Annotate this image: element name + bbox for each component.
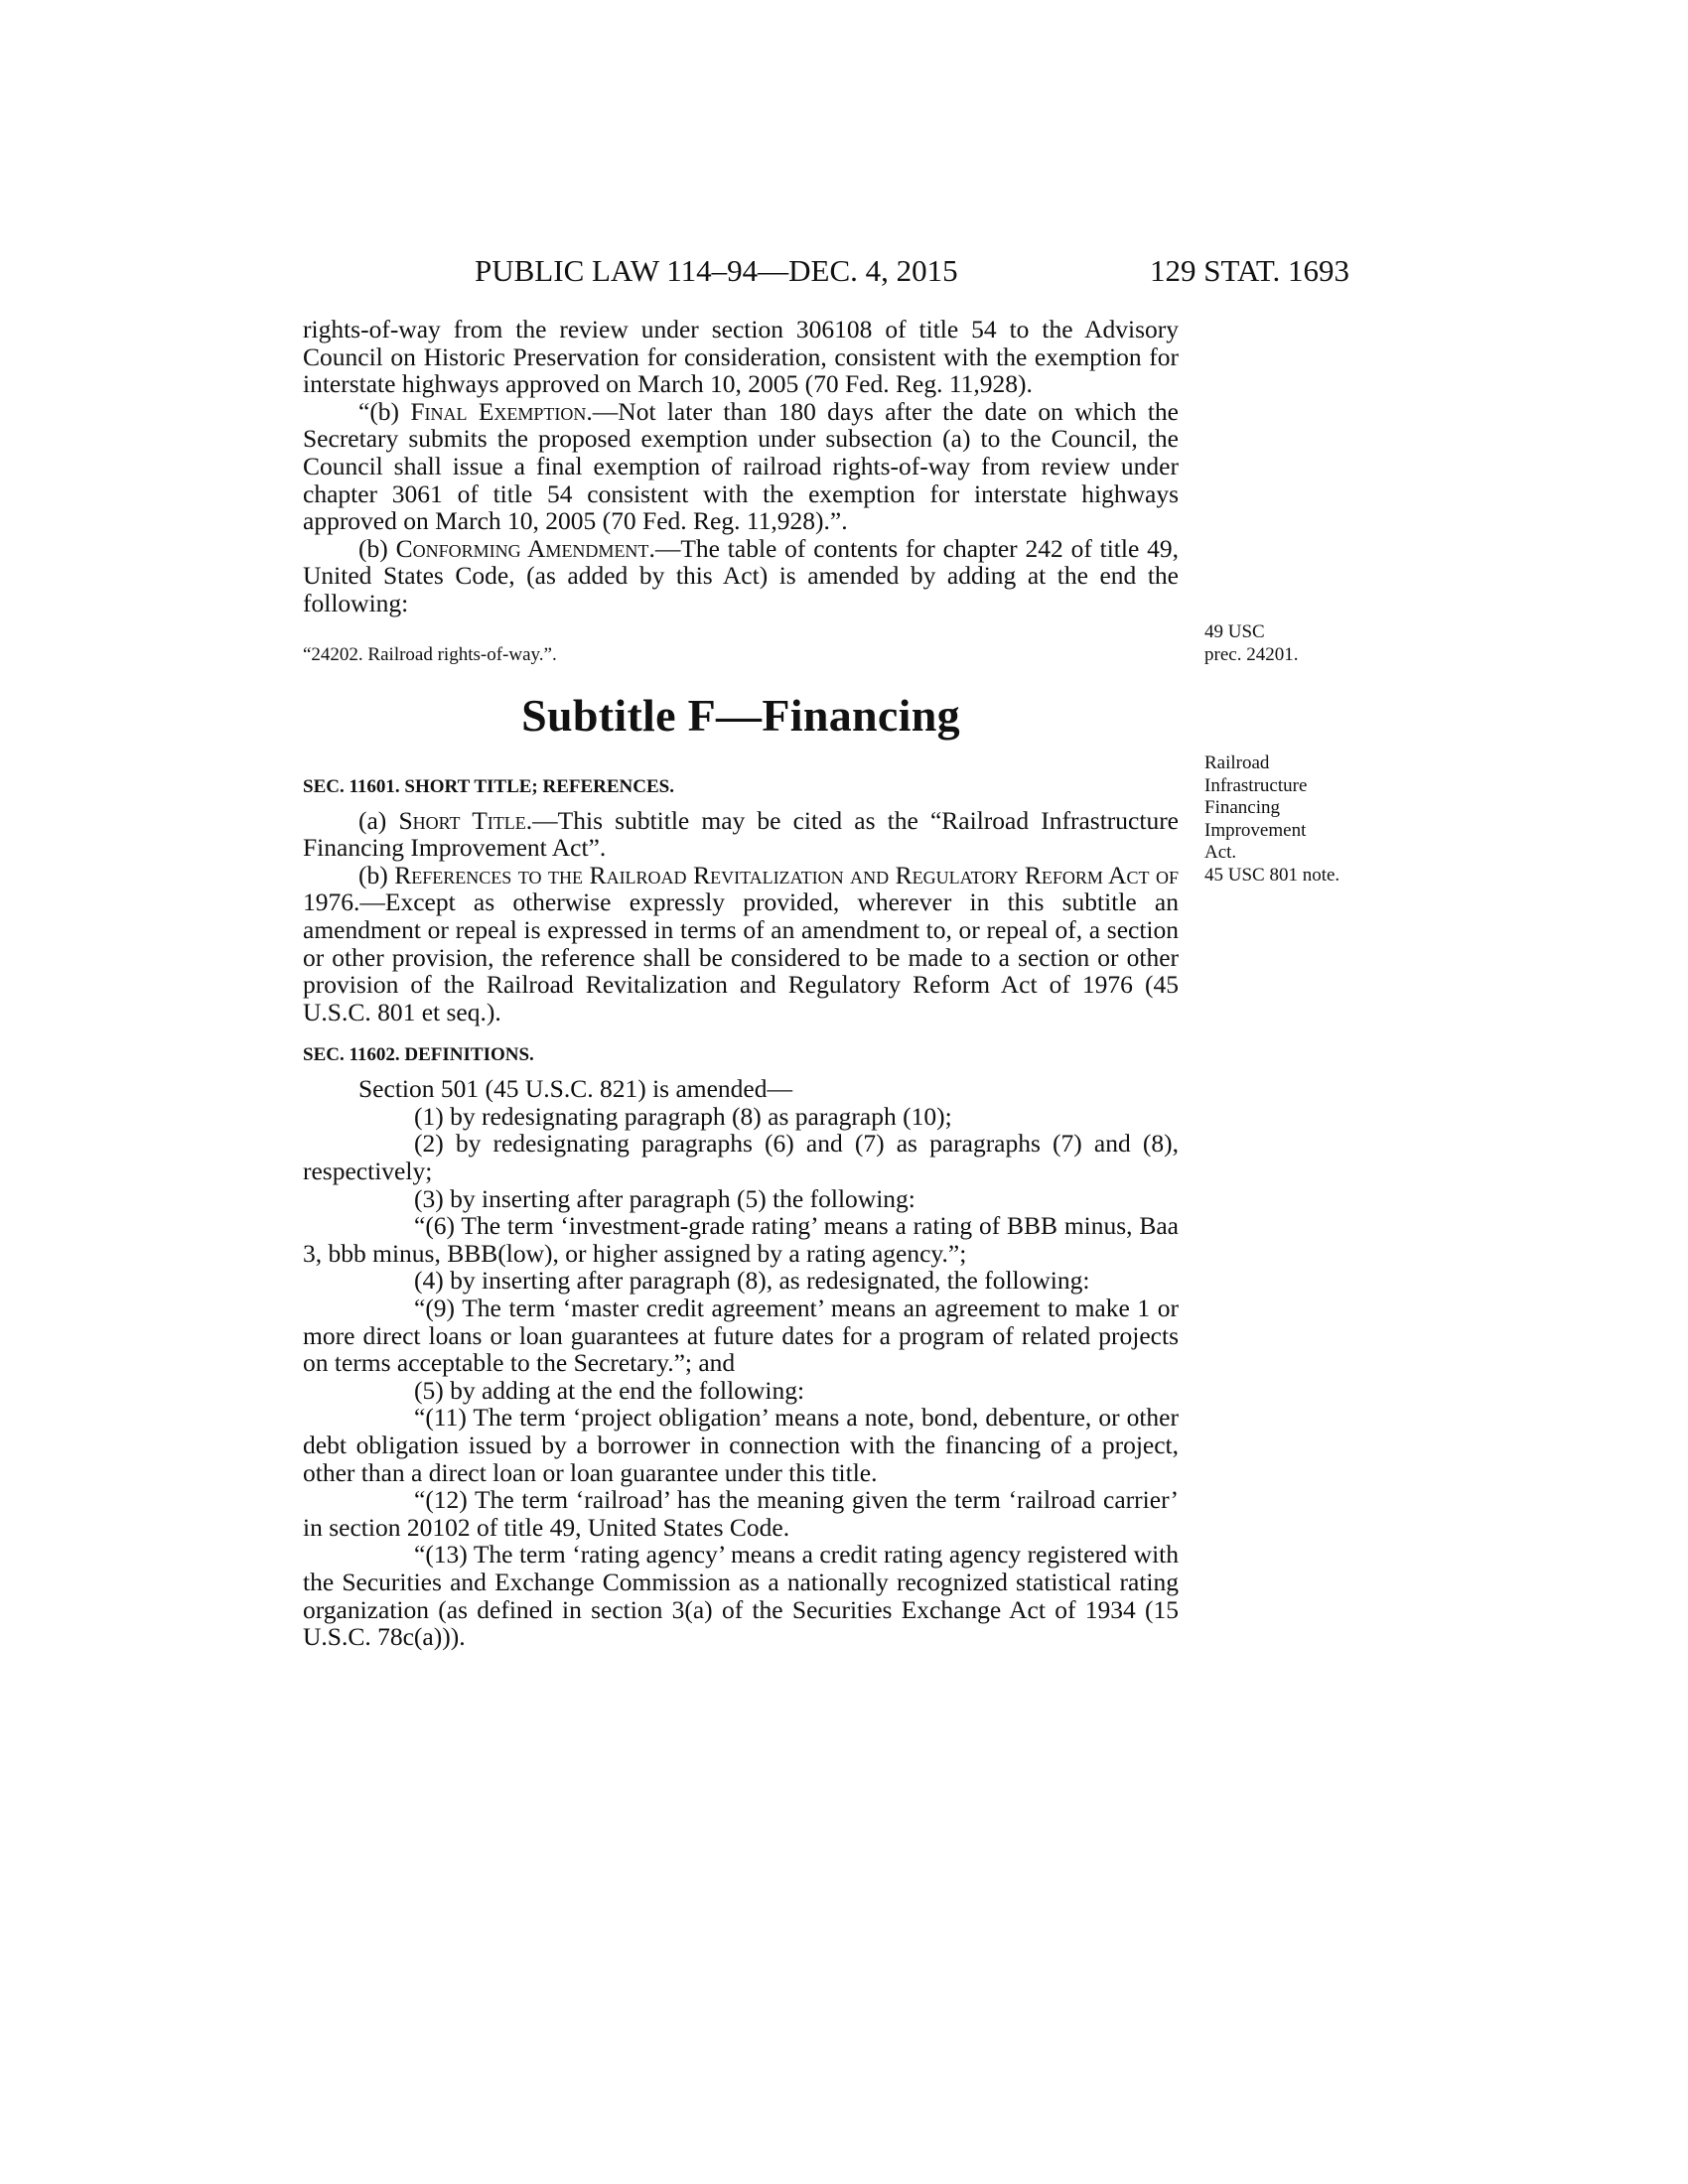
paragraph-references: (b) References to the Railroad Revitalization and Regulatory Reform Act of 1976.—Except as otherwise expressly provided, wherever in this subtitle an amendment or repeal is expressed in terms of an amendment to, or repeal of, a section or other provision, the reference shall be considered to be made to a section or other provision of the Railroad Revitalization and Regulatory Reform Act of 1976 (45 U.S.C. 801 et seq.). <box>303 860 1180 1026</box>
subsection-heading: References to the Railroad Revitalization and Regulatory Reform Act of 1976 <box>303 860 1180 917</box>
margin-note-line: prec. 24201. <box>1204 643 1299 665</box>
paragraph: (3) by inserting after paragraph (5) the following: <box>414 1183 915 1213</box>
section-heading-11601: SEC. 11601. SHORT TITLE; REFERENCES. <box>303 775 674 797</box>
page-citation: 129 STAT. 1693 <box>1150 253 1350 288</box>
paragraph: (5) by adding at the end the following: <box>414 1375 805 1405</box>
paragraph: Section 501 (45 U.S.C. 821) is amended— <box>358 1074 792 1104</box>
margin-note-49-usc <box>1204 621 1298 666</box>
paragraph: “(9) The term ‘master credit agreement’ means an agreement to make 1 or more direct loans or loan guarantees at future dates for a program of related projects on terms acceptable to the Secretary.”; and <box>303 1294 1179 1378</box>
running-header-title: PUBLIC LAW 114–94—DEC. 4, 2015 <box>475 253 958 288</box>
paragraph-short-title: (a) Short Title.—This subtitle may be cited as the “Railroad Infrastructure Financing Improvement Act”. <box>303 805 1180 863</box>
table-of-contents-entry: “24202. Railroad rights-of-way.”. <box>303 643 557 665</box>
margin-note-line: 49 USC <box>1204 621 1265 642</box>
subsection-heading: Final Exemption <box>410 396 587 426</box>
margin-note-line: Act. <box>1204 842 1237 863</box>
paragraph: “(11) The term ‘project obligation’ means a note, bond, debenture, or other debt obligation issued by a borrower in connection with the financing of a project, other than a direct loan or loan guarantee under this title. <box>303 1403 1179 1487</box>
paragraph: (1) by redesignating paragraph (8) as paragraph (10); <box>414 1101 952 1131</box>
subtitle-heading: Subtitle F—Financing <box>521 689 960 741</box>
margin-note-line: Financing <box>1204 797 1280 818</box>
paragraph: rights-of-way from the review under section 306108 of title 54 to the Advisory Council on Historic Preservation for consideration, consistent with the exemption for interstate highways approved on March 10, 2005 (70 Fed. Reg. 11,928). <box>303 315 1179 399</box>
margin-note-line: Improvement <box>1204 819 1307 841</box>
margin-note-line: 45 USC 801 note. <box>1204 864 1340 886</box>
paragraph-final-exemption: “(b) Final Exemption.—Not later than 180 days after the date on which the Secretary submits the proposed exemption under subsection (a) to the Council, the Council shall issue a final exemption of railroad rights-of-way from review under chapter 3061 of title 54 consistent with the exemption for interstate highways approved on March 10, 2005 (70 Fed. Reg. 11,928).”. <box>303 396 1179 536</box>
section-heading-11602: SEC. 11602. DEFINITIONS. <box>303 1044 534 1066</box>
subsection-heading: Conforming Amendment <box>395 533 649 563</box>
margin-note-line: Infrastructure <box>1204 774 1308 796</box>
paragraph: (4) by inserting after paragraph (8), as redesignated, the following: <box>414 1266 1090 1296</box>
paragraph: “(6) The term ‘investment-grade rating’ means a rating of BBB minus, Baa 3, bbb minus, BBB(low), or higher assigned by a rating agency.”; <box>303 1211 1179 1268</box>
subsection-heading: Short Title <box>398 805 526 835</box>
paragraph-conforming-amendment: (b) Conforming Amendment.—The table of contents for chapter 242 of title 49, United States Code, (as added by this Act) is amended by adding at the end the following: <box>303 533 1180 617</box>
paragraph: “(12) The term ‘railroad’ has the meaning given the term ‘railroad carrier’ in section 20102 of title 49, United States Code. <box>303 1485 1179 1542</box>
paragraph: (2) by redesignating paragraphs (6) and (7) as paragraphs (7) and (8), respectively; <box>303 1129 1179 1186</box>
paragraph: “(13) The term ‘rating agency’ means a credit rating agency registered with the Securities and Exchange Commission as a nationally recognized statistical rating organization (as defined in section 3(a) of the Securities Exchange Act of 1934 (15 U.S.C. 78c(a))). <box>303 1540 1179 1652</box>
margin-note-short-title <box>1204 752 1339 887</box>
margin-note-line: Railroad <box>1204 752 1270 773</box>
document-body <box>303 316 1179 1651</box>
